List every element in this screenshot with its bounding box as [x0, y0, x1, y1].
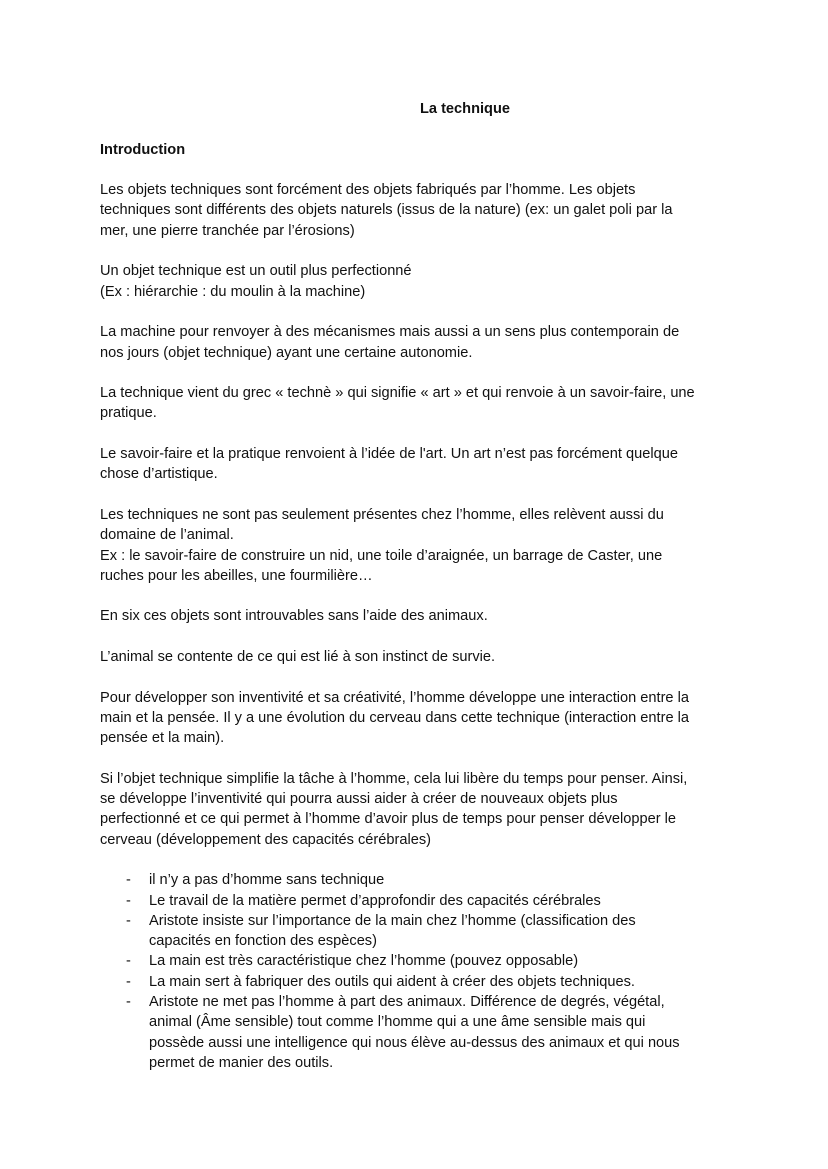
- paragraph: [100, 769, 740, 850]
- paragraph-line: La technique vient du grec « technè » qui signifie « art » et qui renvoie à un savoir-faire, une: [100, 385, 695, 402]
- list-item: [100, 951, 740, 971]
- paragraph-line: pratique.: [100, 405, 157, 422]
- section-heading: Introduction: [100, 141, 186, 158]
- bullet-dash-icon: -: [126, 973, 131, 990]
- paragraph-line: En six ces objets sont introuvables sans l’aide des animaux.: [100, 608, 488, 625]
- paragraph: [100, 444, 740, 485]
- bullet-list: [100, 870, 740, 1073]
- paragraph-line: La machine pour renvoyer à des mécanismes mais aussi a un sens plus contemporain de: [100, 324, 680, 341]
- paragraph-line: mer, une pierre tranchée par l’érosions): [100, 222, 355, 239]
- paragraph-line: ruches pour les abeilles, une fourmilière…: [100, 567, 373, 584]
- paragraph-line: perfectionné et ce qui permet à l’homme d’avoir plus de temps pour penser développer le: [100, 811, 676, 828]
- spacer: [100, 586, 740, 606]
- spacer: [100, 363, 740, 383]
- document-body: [100, 160, 740, 1073]
- paragraph-line: pensée et la main).: [100, 730, 225, 747]
- list-item-line: animal (Âme sensible) tout comme l’homme qui a une âme sensible mais qui: [149, 1014, 646, 1031]
- paragraph-line: se développe l’inventivité qui pourra aussi aider à créer de nouveaux objets plus: [100, 791, 618, 808]
- paragraph: [100, 180, 740, 241]
- list-item-line: il n’y a pas d’homme sans technique: [149, 872, 385, 889]
- paragraph-line: nos jours (objet technique) ayant une certaine autonomie.: [100, 344, 473, 361]
- spacer: [100, 485, 740, 505]
- bullet-dash-icon: -: [126, 953, 131, 970]
- spacer: [100, 749, 740, 769]
- paragraph-line: Un objet technique est un outil plus perfectionné: [100, 263, 412, 280]
- spacer: [100, 667, 740, 687]
- paragraph-line: L’animal se contente de ce qui est lié à son instinct de survie.: [100, 649, 496, 666]
- bullet-dash-icon: -: [126, 994, 131, 1011]
- spacer: [100, 850, 740, 870]
- bullet-dash-icon: -: [126, 892, 131, 909]
- list-item-line: Aristote ne met pas l’homme à part des animaux. Différence de degrés, végétal,: [149, 994, 665, 1011]
- list-item-line: La main sert à fabriquer des outils qui aident à créer des objets techniques.: [149, 973, 635, 990]
- list-item-line: Le travail de la matière permet d’approfondir des capacités cérébrales: [149, 892, 601, 909]
- document-title: La technique: [419, 101, 510, 117]
- paragraph-line: (Ex : hiérarchie : du moulin à la machine): [100, 283, 366, 300]
- list-item-line: possède aussi une intelligence qui nous élève au-dessus des animaux et qui nous: [149, 1034, 680, 1051]
- paragraph-line: chose d’artistique.: [100, 466, 218, 483]
- paragraph-line: Si l’objet technique simplifie la tâche à l’homme, cela lui libère du temps pour penser. Ainsi,: [100, 770, 688, 787]
- list-item-line: permet de manier des outils.: [149, 1054, 334, 1071]
- paragraph-line: Pour développer son inventivité et sa créativité, l’homme développe une interaction entre la: [100, 689, 689, 706]
- list-item: [100, 992, 740, 1073]
- paragraph: [100, 322, 740, 363]
- paragraph-line: Les objets techniques sont forcément des objets fabriqués par l’homme. Les objets: [100, 182, 636, 199]
- list-item-line: La main est très caractéristique chez l’homme (pouvez opposable): [149, 953, 579, 970]
- spacer: [100, 302, 740, 322]
- bullet-dash-icon: -: [126, 912, 131, 929]
- paragraph: [100, 647, 740, 667]
- list-item: [100, 972, 740, 992]
- paragraph-line: techniques sont différents des objets naturels (issus de la nature) (ex: un galet poli par la: [100, 202, 673, 219]
- paragraph: [100, 606, 740, 626]
- bullet-dash-icon: -: [126, 872, 131, 889]
- paragraph: [100, 688, 740, 749]
- list-item: [100, 870, 740, 890]
- list-item-line: capacités en fonction des espèces): [149, 933, 377, 950]
- paragraph-line: Ex : le savoir-faire de construire un nid, une toile d’araignée, un barrage de Caster, une: [100, 547, 663, 564]
- paragraph-line: Le savoir-faire et la pratique renvoient à l’idée de l'art. Un art n’est pas forcément quelque: [100, 446, 678, 463]
- list-item: [100, 891, 740, 911]
- document-page: [100, 99, 740, 1073]
- paragraph-line: main et la pensée. Il y a une évolution du cerveau dans cette technique (interaction entre la: [100, 709, 689, 726]
- spacer: [100, 160, 740, 180]
- paragraph-line: domaine de l’animal.: [100, 527, 234, 544]
- paragraph-line: cerveau (développement des capacités cérébrales): [100, 831, 431, 848]
- spacer: [100, 241, 740, 261]
- paragraph: [100, 383, 740, 424]
- paragraph: [100, 261, 740, 302]
- list-item: [100, 911, 740, 952]
- spacer: [100, 424, 740, 444]
- paragraph: [100, 505, 740, 586]
- spacer: [100, 627, 740, 647]
- paragraph-line: Les techniques ne sont pas seulement présentes chez l’homme, elles relèvent aussi du: [100, 506, 664, 523]
- list-item-line: Aristote insiste sur l’importance de la main chez l’homme (classification des: [149, 912, 636, 929]
- spacer: [100, 119, 740, 139]
